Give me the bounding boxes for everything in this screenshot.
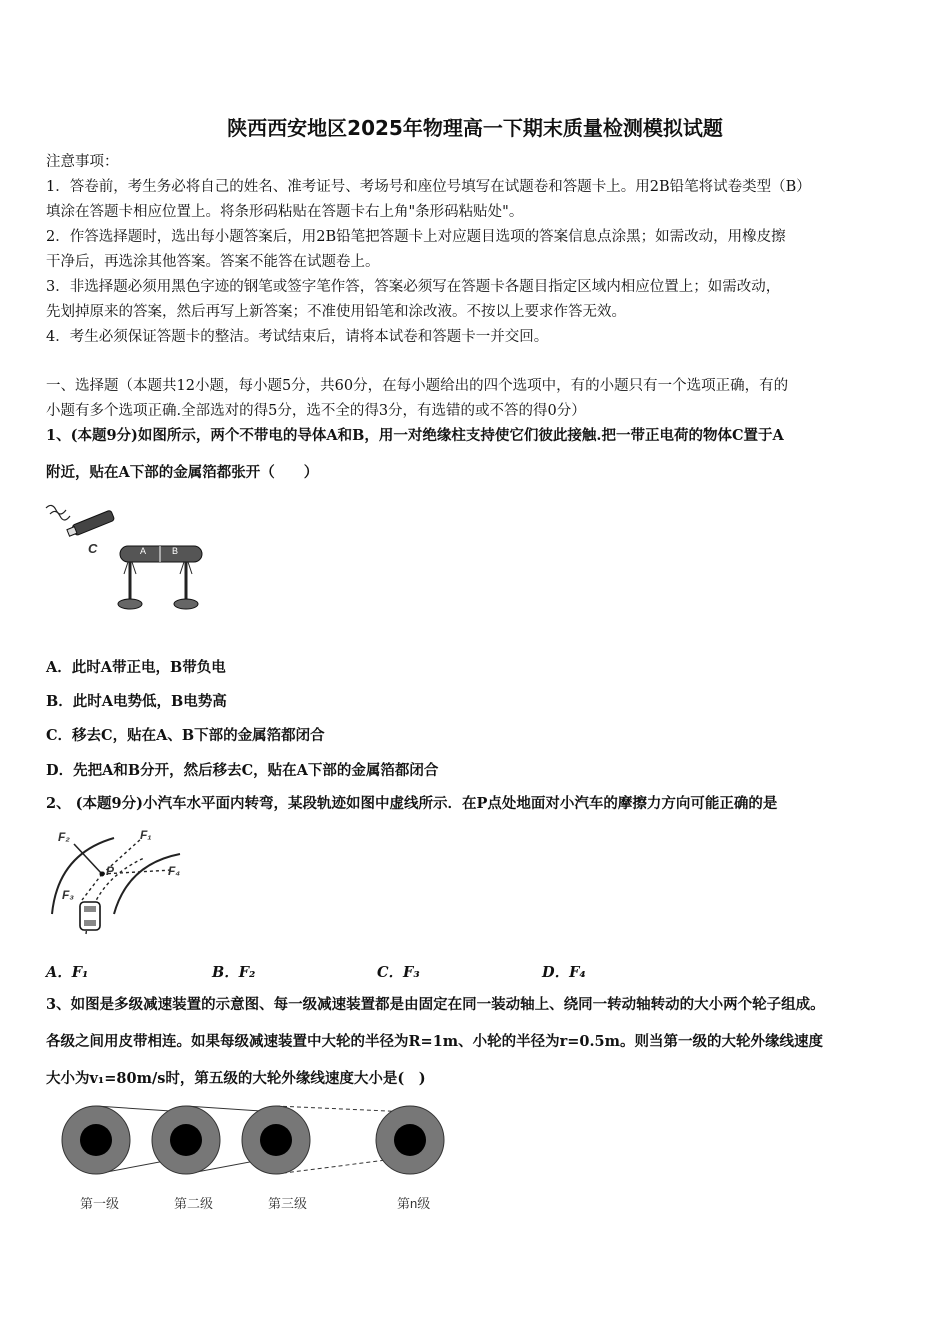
question-3-text: 3、如图是多级减速装置的示意图、每一级减速装置都是由固定在同一装动轴上、绕同一转动轴转动的大小两个轮子组成。	[46, 996, 825, 1013]
question-1-text: 1、(本题9分)如图所示，两个不带电的导体A和B，用一对绝缘柱支持使它们彼此接触.把一带正电荷的物体C置于A	[46, 427, 784, 444]
q1-option-b: B．此时A电势低，B电势高	[46, 693, 227, 710]
label-b: B	[172, 546, 179, 556]
label-f3: F₃	[62, 888, 74, 902]
q2-option-d: D．F₄	[542, 964, 586, 981]
label-a: A	[140, 546, 147, 556]
notice-line: 4．考生必须保证答题卡的整洁。考试结束后，请将本试卷和答题卡一并交回。	[46, 329, 549, 345]
stage-label: 第二级	[174, 1196, 214, 1211]
reduction-gear-figure	[56, 1102, 456, 1182]
notice-line: 1．答卷前，考生务必将自己的姓名、准考证号、考场号和座位号填写在试题卷和答题卡上。用2B铅笔将试卷类型（B）	[46, 179, 811, 195]
conductor-figure	[44, 500, 214, 620]
question-3-text: 各级之间用皮带相连。如果每级减速装置中大轮的半径为R=1m、小轮的半径为r=0.5m。则当第一级的大轮外缘线速度	[46, 1033, 823, 1050]
q2-option-a: A．F₁	[46, 964, 89, 981]
section-heading: 一、选择题（本题共12小题，每小题5分，共60分，在每小题给出的四个选项中，有的小题只有一个选项正确，有的	[46, 378, 789, 394]
notice-line: 3．非选择题必须用黑色字迹的钢笔或签字笔作答，答案必须写在答题卡各题目指定区域内相应位置上；如需改动，	[46, 279, 781, 295]
question-2-text: 2、 (本题9分)小汽车水平面内转弯，某段轨迹如图中虚线所示．在P点处地面对小汽车的摩擦力方向可能正确的是	[46, 795, 778, 812]
stage-label: 第n级	[397, 1196, 431, 1211]
label-f2: F₂	[58, 830, 70, 844]
page-title: 陕西西安地区2025年物理高一下期末质量检测模拟试题	[227, 116, 723, 140]
label-p: P	[106, 864, 115, 878]
q2-option-c: C．F₃	[377, 964, 420, 981]
stage-label: 第一级	[80, 1196, 120, 1211]
label-c: C	[88, 541, 98, 556]
section-heading: 小题有多个选项正确.全部选对的得5分，选不全的得3分，有选错的或不答的得0分）	[46, 403, 586, 419]
notice-line: 填涂在答题卡相应位置上。将条形码粘贴在答题卡右上角"条形码粘贴处"。	[46, 204, 524, 220]
q1-option-a: A．此时A带正电，B带负电	[46, 659, 226, 676]
question-1-text: 附近，贴在A下部的金属箔都张开（ ）	[46, 464, 319, 481]
stage-label: 第三级	[268, 1196, 308, 1211]
label-f4: F₄	[168, 864, 181, 878]
q1-option-c: C．移去C，贴在A、B下部的金属箔都闭合	[46, 727, 325, 744]
notice-heading: 注意事项：	[46, 154, 119, 170]
notice-line: 先划掉原来的答案，然后再写上新答案；不准使用铅笔和涂改液。不按以上要求作答无效。	[46, 304, 626, 320]
q1-option-d: D．先把A和B分开，然后移去C，贴在A下部的金属箔都闭合	[46, 762, 439, 779]
question-3-text: 大小为v₁=80m/s时，第五级的大轮外缘线速度大小是( )	[46, 1070, 426, 1087]
q2-option-b: B．F₂	[212, 964, 256, 981]
label-f1: F₁	[140, 828, 152, 842]
notice-line: 干净后，再选涂其他答案。答案不能答在试题卷上。	[46, 254, 380, 270]
notice-line: 2．作答选择题时，选出每小题答案后，用2B铅笔把答题卡上对应题目选项的答案信息点涂黑；如需改动，用橡皮擦	[46, 229, 786, 245]
